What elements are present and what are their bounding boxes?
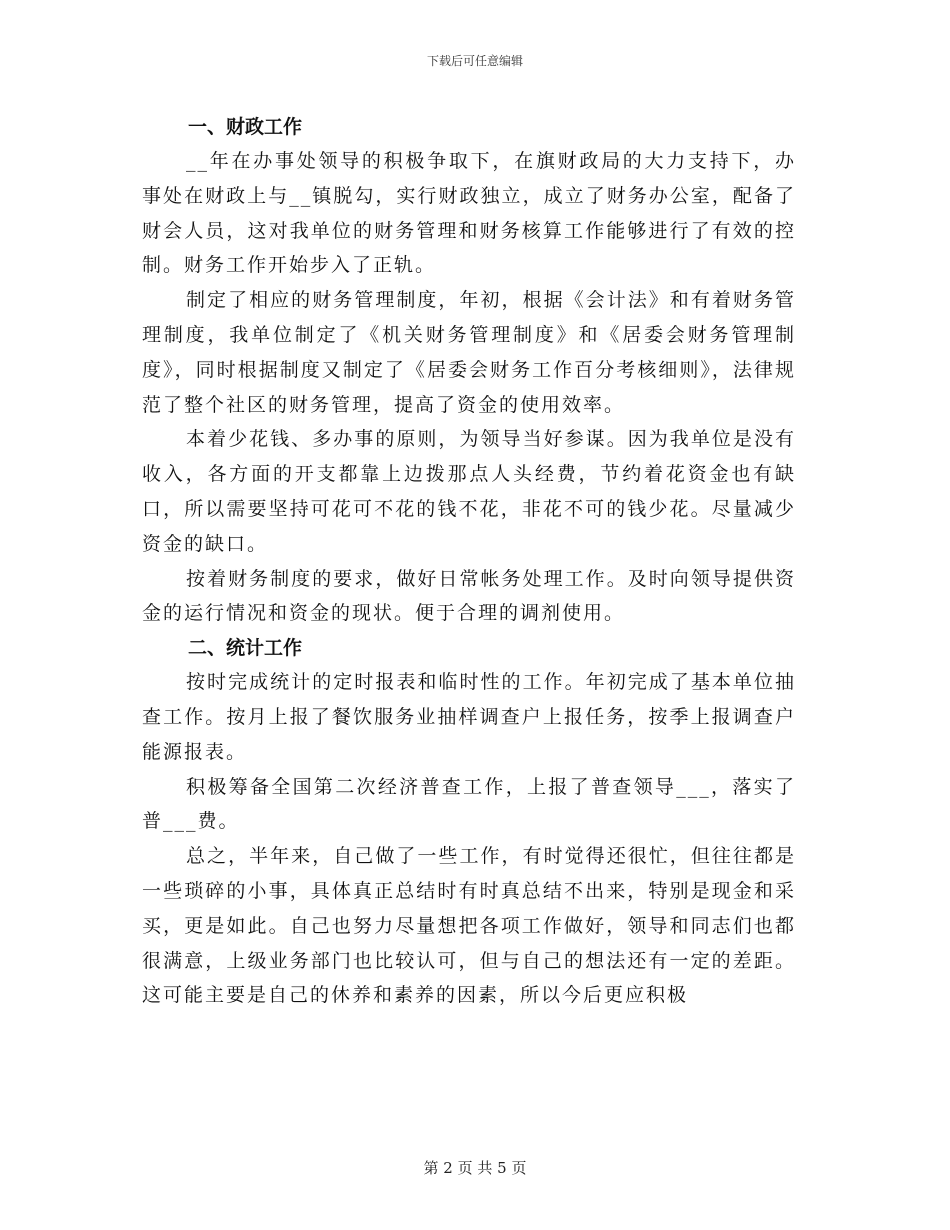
section-finance xyxy=(142,110,796,631)
section-heading: 二、统计工作 xyxy=(188,637,303,660)
section-heading: 一、财政工作 xyxy=(188,116,303,138)
paragraph: 按时完成统计的定时报表和临时性的工作。年初完成了基本单位抽查工作。按月上报了餐饮服务业抽样调查户上报任务，按季上报调查户能源报表。 xyxy=(142,671,796,763)
page-footer: 第 2 页 共 5 页 xyxy=(423,1159,527,1177)
paragraph: 总之，半年来，自己做了一些工作，有时觉得还很忙，但往往都是一些琐碎的小事，具体真正总结时有时真总结不出来，特别是现金和采买，更是如此。自己也努力尽量想把各项工作做好，领导和同志们也都很满意，上级业务部门也比较认可，但与自己的想法还有一定的差距。这可能主要是自己的休养和素养的因素，所以今后更应积极 xyxy=(142,845,796,1007)
page-header: 下载后可任意编辑 xyxy=(426,54,523,68)
paragraph: __年在办事处领导的积极争取下，在旗财政局的大力支持下，办事处在财政上与__镇脱勾，实行财政独立，成立了财务办公室，配备了财会人员，这对我单位的财务管理和财务核算工作能够进行了有效的控制。财务工作开始步入了正轨。 xyxy=(142,150,796,277)
paragraph: 制定了相应的财务管理制度，年初，根据《会计法》和有着财务管理制度，我单位制定了《机关财务管理制度》和《居委会财务管理制度》，同时根据制度又制定了《居委会财务工作百分考核细则》，法律规范了整个社区的财务管理，提高了资金的使用效率。 xyxy=(142,289,796,416)
paragraph: 积极筹备全国第二次经济普查工作，上报了普查领导___，落实了普___费。 xyxy=(142,775,796,833)
document-body xyxy=(142,110,796,1013)
section-statistics xyxy=(142,631,796,1013)
paragraph: 本着少花钱、多办事的原则，为领导当好参谋。因为我单位是没有收入，各方面的开支都靠上边拨那点人头经费，节约着花资金也有缺口，所以需要坚持可花可不花的钱不花，非花不可的钱少花。尽量减少资金的缺口。 xyxy=(142,428,796,555)
paragraph: 按着财务制度的要求，做好日常帐务处理工作。及时向领导提供资金的运行情况和资金的现状。便于合理的调剂使用。 xyxy=(142,567,796,625)
